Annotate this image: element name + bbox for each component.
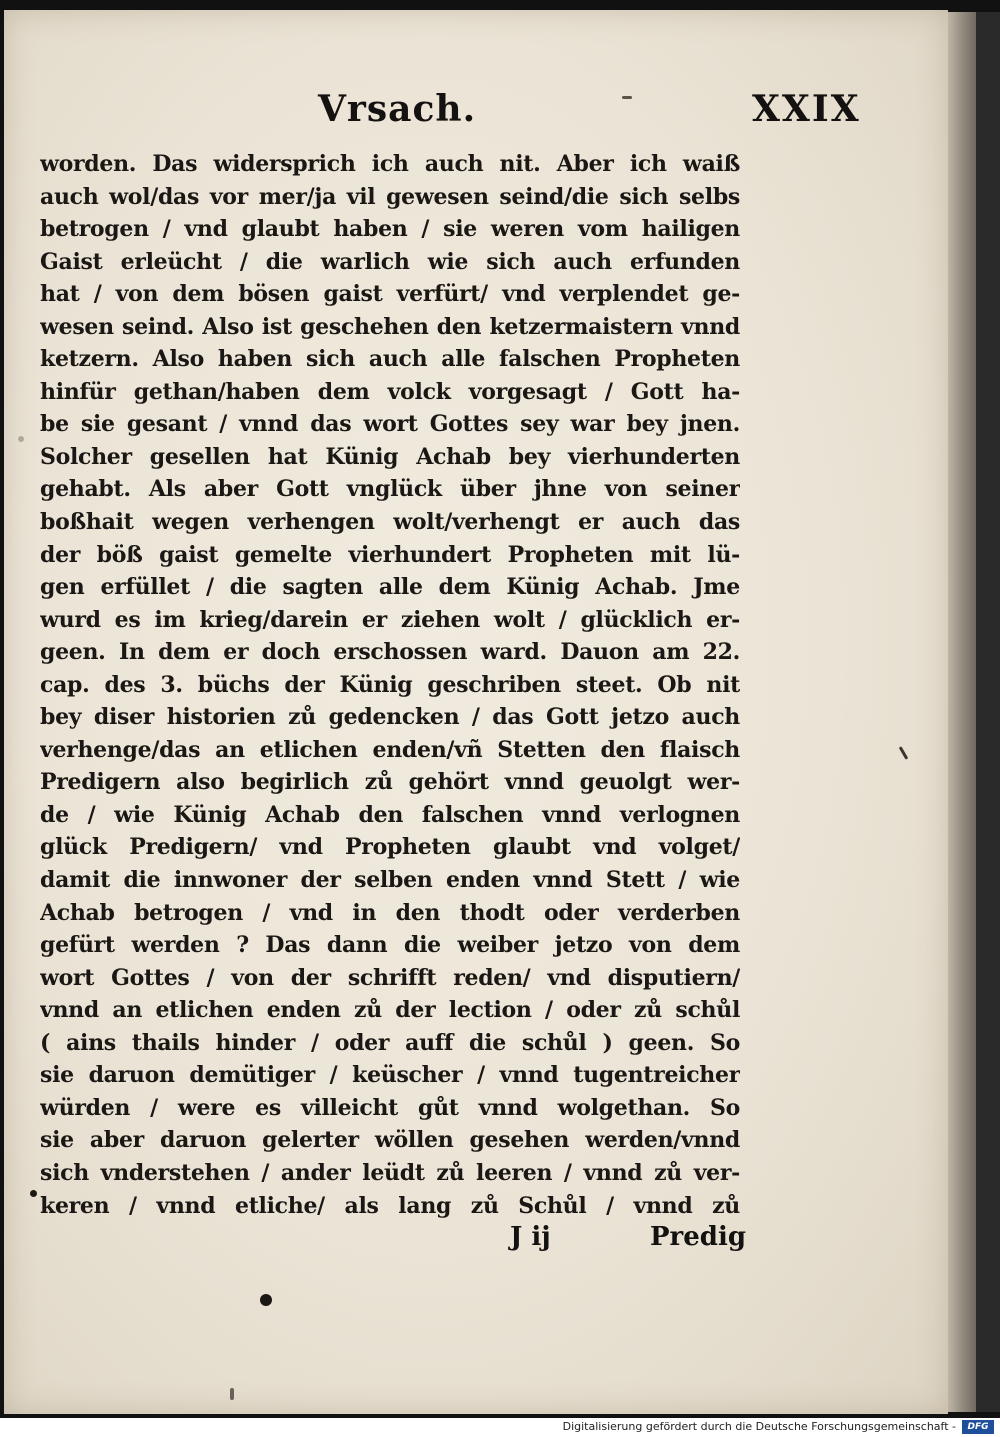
text-line: betrogen / vnd glaubt haben / sie weren vom hailigen [40, 216, 740, 243]
text-line: ketzern. Also haben sich auch alle falschen Propheten [40, 346, 740, 373]
page-edge [948, 12, 976, 1412]
text-line: hat / von dem bösen gaist verfürt/ vnd verplendet ge- [40, 281, 740, 308]
digitization-footer [0, 1418, 1000, 1437]
ink-speck [899, 746, 909, 760]
text-line: sie aber daruon gelerter wöllen gesehen werden/vnnd [40, 1127, 740, 1154]
ink-speck [230, 1388, 234, 1400]
text-line: sich vnderstehen / ander leüdt zů leeren / vnnd zů ver- [40, 1159, 740, 1186]
text-line: damit die innwoner der selben enden vnnd Stett / wie [40, 867, 740, 894]
text-line: auch wol/das vor mer/ja vil gewesen seind/die sich selbs [40, 183, 740, 210]
body-text [40, 148, 740, 1222]
text-line: sie daruon demütiger / keüscher / vnnd tugentreicher [40, 1062, 740, 1089]
text-line: geen. In dem er doch erschossen ward. Dauon am 22. [40, 639, 740, 666]
text-line: boßhait wegen verhengen wolt/verhengt er auch das [40, 509, 740, 536]
dfg-logo: DFG [962, 1420, 994, 1434]
text-line: vnnd an etlichen enden zů der lection / oder zů schůl [40, 997, 740, 1024]
signature-mark: J ij [510, 1222, 551, 1252]
text-line: wurd es im krieg/darein er ziehen wolt / glücklich er- [40, 606, 740, 633]
text-line: bey diser historien zů gedencken / das Gott jetzo auch [40, 704, 740, 731]
text-line: glück Predigern/ vnd Propheten glaubt vnd volget/ [40, 834, 740, 861]
text-line: wesen seind. Also ist geschehen den ketzermaistern vnnd [40, 313, 740, 340]
text-line: ( ains thails hinder / oder auff die schůl ) geen. So [40, 1029, 740, 1056]
footer-credit: Digitalisierung gefördert durch die Deutsche Forschungsgemeinschaft - [562, 1420, 956, 1433]
page-edge-shadow [976, 12, 1000, 1412]
text-line: hinfür gethan/haben dem volck vorgesagt / Gott ha- [40, 378, 740, 405]
folio-number: XXIX [752, 88, 861, 130]
text-line: Predigern also begirlich zů gehört vnnd geuolgt wer- [40, 769, 740, 796]
ink-speck [18, 436, 24, 442]
text-line: verhenge/das an etlichen enden/vñ Stetten den flaisch [40, 736, 740, 763]
text-line: cap. des 3. büchs der Künig geschriben steet. Ob nit [40, 671, 740, 698]
text-line: Gaist erleücht / die warlich wie sich auch erfunden [40, 248, 740, 275]
catchword: Predig [650, 1222, 747, 1252]
text-line: be sie gesant / vnnd das wort Gottes sey war bey jnen. [40, 411, 740, 438]
text-line: keren / vnnd etliche/ als lang zů Schůl / vnnd zů [40, 1192, 740, 1219]
ink-speck [622, 96, 632, 99]
text-line: gefürt werden ? Das dann die weiber jetzo von dem [40, 932, 740, 959]
ink-speck [260, 1294, 272, 1306]
text-line: wort Gottes / von der schrifft reden/ vnd disputiern/ [40, 964, 740, 991]
running-title: Vrsach. [318, 88, 477, 130]
text-line: gen erfüllet / die sagten alle dem Künig Achab. Jme [40, 574, 740, 601]
text-line: gehabt. Als aber Gott vnglück über jhne von seiner [40, 476, 740, 503]
text-line: der böß gaist gemelte vierhundert Propheten mit lü- [40, 541, 740, 568]
text-line: worden. Das widersprich ich auch nit. Aber ich waiß [40, 151, 740, 177]
text-line: würden / were es villeicht gůt vnnd wolgethan. So [40, 1094, 740, 1121]
ink-speck [30, 1190, 37, 1197]
text-line: Solcher gesellen hat Künig Achab bey vierhunderten [40, 443, 740, 470]
text-line: Achab betrogen / vnd in den thodt oder verderben [40, 899, 740, 926]
text-line: de / wie Künig Achab den falschen vnnd verlognen [40, 801, 740, 828]
